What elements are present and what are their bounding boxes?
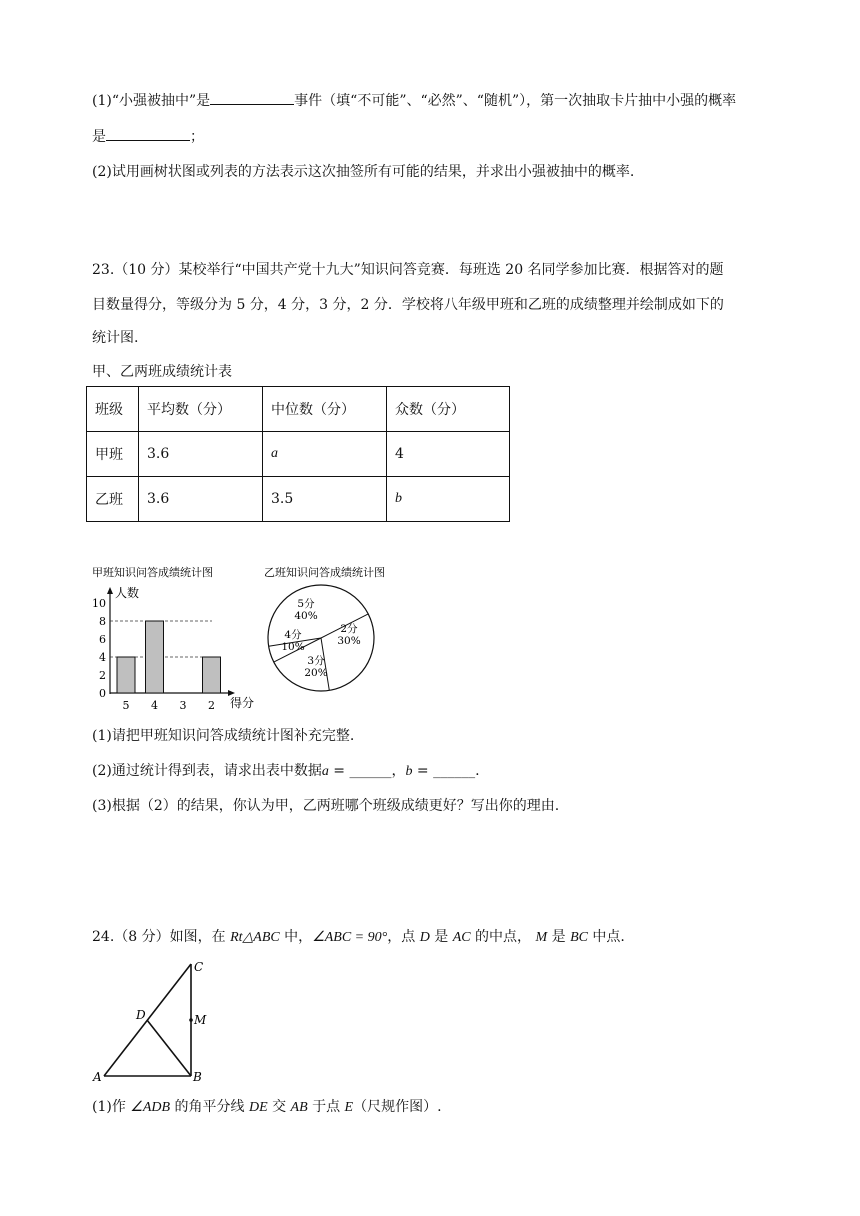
segment-ab-label: AB [290,1100,308,1115]
q24-prefix: 24.（8 分）如图，在 [92,929,231,945]
answer-blank [106,126,190,141]
midpoint-m-dot [189,1018,193,1022]
var-a: a [321,764,329,779]
table-header-row [87,387,510,432]
bar [203,657,221,693]
score-stats-table [86,386,510,522]
label-m: M [194,1013,207,1027]
segment-bc: BC [570,930,588,945]
q24-text: 中， [279,929,313,945]
label-c: C [194,960,204,974]
bar [146,621,164,693]
equals-sign: = [412,763,434,779]
comma: ， [391,763,406,779]
q24-sub1-text: 的角平分线 [170,1099,249,1115]
q23-sub2 [92,760,480,780]
y-tick-label: 0 [99,687,106,700]
table-cell: a [263,432,387,477]
answer-blank [210,90,294,105]
x-tick-label: 2 [208,699,215,712]
q24-text: 是 [547,929,571,945]
q23-line2: 目数量得分，等级分为 5 分，4 分，3 分，2 分．学校将八年级甲班和乙班的成绩整理并绘制成如下的 [92,297,724,313]
y-tick-label: 2 [99,669,106,682]
chart-title: 乙班知识问答成绩统计图 [264,566,385,579]
pie-slice-label: 5分 [297,598,315,610]
pie-slice-label: 3分 [307,655,325,667]
label-a: A [93,1070,102,1084]
segment-de: DE [248,1100,268,1115]
class-a-bar-chart [88,562,258,712]
q24-text: ，点 [387,929,420,945]
label-b: B [193,1070,202,1084]
q22-part1-line2-suffix: ； [190,129,204,145]
q24-text: 的中点， [470,929,536,945]
y-tick-label: 4 [99,651,106,664]
segment-ac: AC [452,930,471,945]
angle-expression: ∠ABC = 90° [312,930,388,945]
table-cell: 4 [387,432,510,477]
table-row [87,432,510,477]
y-tick-label: 10 [92,597,106,610]
q24-text: 是 [429,929,453,945]
x-tick-label: 3 [179,699,187,712]
table-cell: 3.6 [139,477,263,522]
table-cell: 乙班 [87,477,139,522]
period: . [475,763,480,779]
q24-stem [92,926,625,946]
point-d: D [419,930,430,945]
table-cell: 3.6 [139,432,263,477]
pie-slice-percent: 20% [304,667,328,679]
y-axis-label: 人数 [115,586,140,600]
q24-sub1-text: （尺规作图）. [353,1099,442,1115]
q24-text: 中点. [587,929,625,945]
chart-title: 甲班知识问答成绩统计图 [92,566,213,579]
table-cell: b [387,477,510,522]
class-b-pie-chart [262,562,422,692]
q23-line3: 统计图. [92,330,139,346]
pie-slice-label: 4分 [284,629,302,641]
pie-slice-percent: 30% [337,635,361,647]
table-cell: 甲班 [87,432,139,477]
q22-part1-line2 [92,126,204,146]
q22-part1-prefix: (1)“小强被抽中”是 [92,93,211,109]
q24-sub1 [92,1096,442,1116]
table-header-cell: 平均数（分） [139,387,263,432]
var-b: b [405,764,413,779]
q23-sub2-prefix: (2)通过统计得到表，请求出表中数据 [92,763,322,779]
q24-sub1-text: 交 [267,1099,291,1115]
table-header-cell: 众数（分） [387,387,510,432]
table-header-cell: 班级 [87,387,139,432]
pie-slice-percent: 10% [281,641,305,653]
q23-sub1: (1)请把甲班知识问答成绩统计图补充完整. [92,728,355,744]
q24-sub1-text: 于点 [307,1099,345,1115]
q23-sub3: (3)根据（2）的结果，你认为甲，乙两班哪个班级成绩更好？写出你的理由. [92,798,560,814]
x-axis-label: 得分 [230,696,255,710]
triangle-name: Rt△ABC [230,930,280,945]
table-row [87,477,510,522]
table-header-cell: 中位数（分） [263,387,387,432]
table-cell: 3.5 [263,477,387,522]
x-tick-label: 5 [122,699,130,712]
answer-blank: ______ [349,763,392,779]
q22-part1-line2-prefix: 是 [92,129,106,145]
table-title: 甲、乙两班成绩统计表 [92,364,232,380]
answer-blank: ______ [433,763,476,779]
q22-part1-line1 [92,90,736,110]
segment-db [147,1020,191,1076]
y-tick-label: 8 [99,615,106,628]
pie-slice-percent: 40% [294,610,318,622]
point-e: E [344,1100,354,1115]
point-m: M [535,930,548,945]
equals-sign: = [328,763,350,779]
q24-sub1-text: (1)作 [92,1099,131,1115]
y-tick-label: 6 [99,633,106,646]
q23-line1: 23.（10 分）某校举行“中国共产党十九大”知识问答竞赛．每班选 20 名同学参加比赛．根据答对的题 [92,262,724,278]
x-tick-label: 4 [151,699,158,712]
q22-part2: (2)试用画树状图或列表的方法表示这次抽签所有可能的结果，并求出小强被抽中的概率. [92,164,635,180]
triangle-figure [90,955,220,1085]
angle-adb: ∠ADB [130,1100,171,1115]
pie-slice-label: 2分 [340,623,358,635]
label-d: D [136,1008,146,1022]
q22-part1-suffix: 事件（填“不可能”、“必然”、“随机”），第一次抽取卡片抽中小强的概率 [294,93,737,109]
y-axis-arrow [107,587,113,594]
bar [117,657,135,693]
